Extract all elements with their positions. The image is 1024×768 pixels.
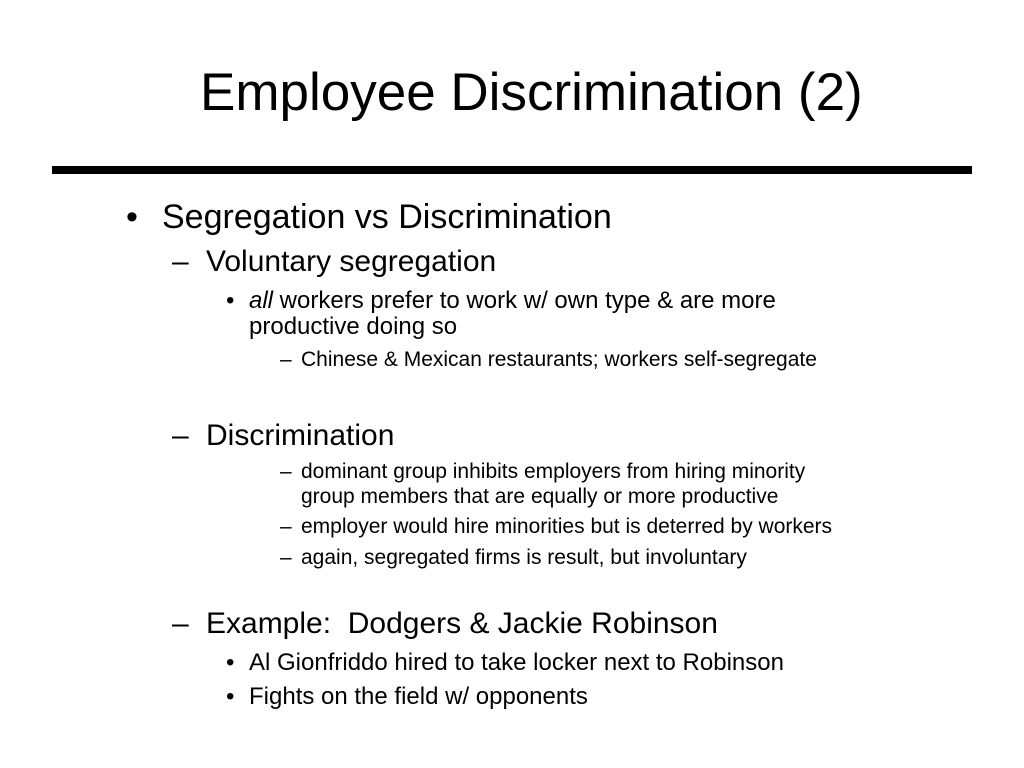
title-divider [52,166,972,174]
dash-marker: – [280,460,292,483]
dash-marker: – [280,515,292,538]
bullet-gionfriddo: Al Gionfriddo hired to take locker next to Robinson [249,649,784,676]
bullet-all-workers-text: workers prefer to work w/ own type & are more [273,287,776,314]
bullet-all-workers [249,289,776,313]
bullet-voluntary-segregation: Voluntary segregation [206,245,497,278]
bullet-marker: • [226,287,235,314]
bullet-all-workers-continuation: productive doing so [249,313,458,340]
bullet-employer-deterred: employer would hire minorities but is deterred by workers [301,515,833,538]
slide-title: Employee Discrimination (2) [200,63,863,122]
bullet-marker: • [226,649,235,676]
bullet-example-dodgers: Example: Dodgers & Jackie Robinson [206,607,718,640]
bullet-discrimination: Discrimination [206,419,395,452]
bullet-dominant-group: dominant group inhibits employers from hiring minority [301,460,806,483]
emphasis-all: all [249,287,274,314]
dash-marker: – [172,419,189,452]
bullet-marker: • [226,683,235,710]
dash-marker: – [280,546,292,569]
bullet-restaurants: Chinese & Mexican restaurants; workers self-segregate [301,348,817,371]
dash-marker: – [172,607,189,640]
bullet-fights: Fights on the field w/ opponents [249,683,588,710]
bullet-marker: • [126,198,138,236]
dash-marker: – [280,348,292,371]
bullet-segregation: Segregation vs Discrimination [162,198,612,236]
dash-marker: – [172,245,189,278]
bullet-dominant-group-continuation: group members that are equally or more productive [301,485,779,508]
bullet-segregated-firms: again, segregated firms is result, but involuntary [301,546,747,569]
